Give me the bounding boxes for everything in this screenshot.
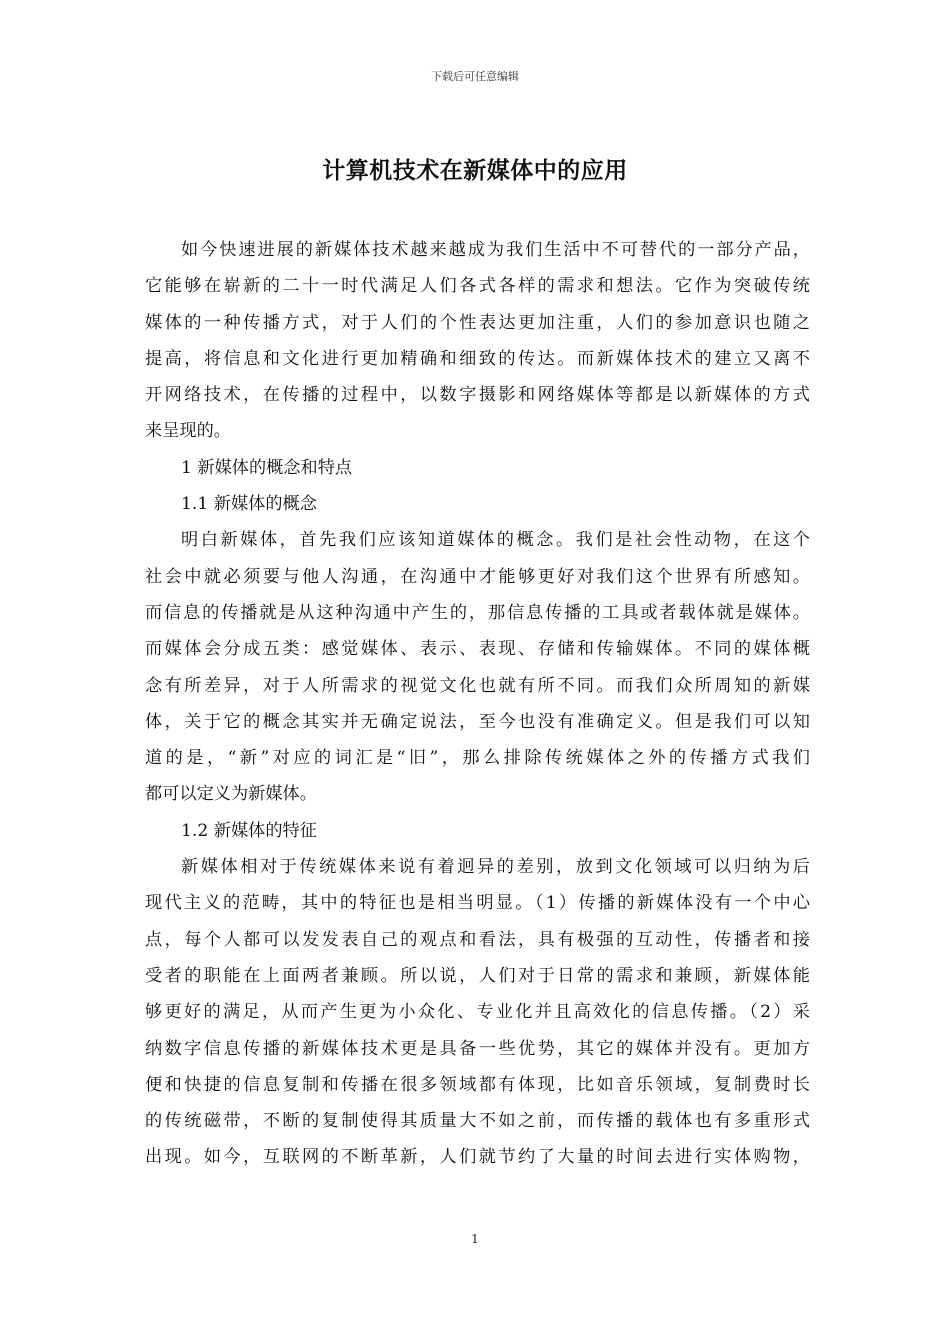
paragraph-line: 社会中就必须要与他人沟通，在沟通中才能够更好对我们这个世界有所感知。: [145, 566, 810, 587]
paragraph-line: 点，每个人都可以发发表自己的观点和看法，具有极强的互动性，传播者和接: [145, 929, 810, 950]
subsection-heading: 1.1 新媒体的概念: [181, 494, 317, 515]
paragraph-line: 开网络技术，在传播的过程中，以数字摄影和网络媒体等都是以新媒体的方式: [145, 385, 810, 406]
subsection-heading: 1.2 新媒体的特征: [181, 820, 317, 841]
paragraph-line: 媒体的一种传播方式，对于人们的个性表达更加注重，人们的参加意识也随之: [145, 312, 810, 333]
paragraph-line: 念有所差异，对于人所需求的视觉文化也就有所不同。而我们众所周知的新媒: [145, 675, 810, 696]
paragraph-line: 新媒体相对于传统媒体来说有着迥异的差别，放到文化领域可以归纳为后: [181, 857, 810, 878]
paragraph-line: 的传统磁带，不断的复制使得其质量大不如之前，而传播的载体也有多重形式: [145, 1111, 810, 1132]
paragraph-line: 如今快速进展的新媒体技术越来越成为我们生活中不可替代的一部分产品，: [181, 240, 810, 260]
document-body: [145, 232, 810, 1176]
section-heading: 1 新媒体的概念和特点: [181, 457, 353, 478]
paragraph-line: 它能够在崭新的二十一时代满足人们各式各样的需求和想法。它作为突破传统: [145, 276, 810, 297]
paragraph-line: 现代主义的范畴，其中的特征也是相当明显。（1）传播的新媒体没有一个中心: [145, 893, 810, 914]
paragraph-line: 都可以定义为新媒体。: [145, 784, 317, 805]
header-note: 下载后可任意编辑: [431, 70, 519, 83]
paragraph-line: 体，关于它的概念其实并无确定说法，至今也没有准确定义。但是我们可以知: [145, 711, 810, 732]
paragraph-line: 便和快捷的信息复制和传播在很多领域都有体现，比如音乐领域，复制费时长: [145, 1074, 810, 1095]
paragraph-line: 而媒体会分成五类：感觉媒体、表示、表现、存储和传输媒体。不同的媒体概: [145, 639, 810, 660]
paragraph-line: 受者的职能在上面两者兼顾。所以说，人们对于日常的需求和兼顾，新媒体能: [145, 965, 810, 986]
paragraph-line: 来呈现的。: [145, 421, 231, 442]
paragraph-line: 道的是，“新”对应的词汇是“旧”，那么排除传统媒体之外的传播方式我们: [145, 748, 810, 769]
paragraph-line: 提高，将信息和文化进行更加精确和细致的传达。而新媒体技术的建立又离不: [145, 348, 810, 369]
page-number: 1: [471, 1232, 479, 1246]
paragraph-line: 而信息的传播就是从这种沟通中产生的，那信息传播的工具或者载体就是媒体。: [145, 602, 810, 623]
paragraph-line: 够更好的满足，从而产生更为小众化、专业化并且高效化的信息传播。（2）采: [145, 1002, 810, 1023]
paragraph-line: 出现。如今，互联网的不断革新，人们就节约了大量的时间去进行实体购物，: [145, 1147, 810, 1168]
paragraph-line: 明白新媒体，首先我们应该知道媒体的概念。我们是社会性动物，在这个: [181, 530, 810, 551]
paragraph-line: 纳数字信息传播的新媒体技术更是具备一些优势，其它的媒体并没有。更加方: [145, 1038, 810, 1059]
document-title: 计算机技术在新媒体中的应用: [322, 157, 628, 184]
